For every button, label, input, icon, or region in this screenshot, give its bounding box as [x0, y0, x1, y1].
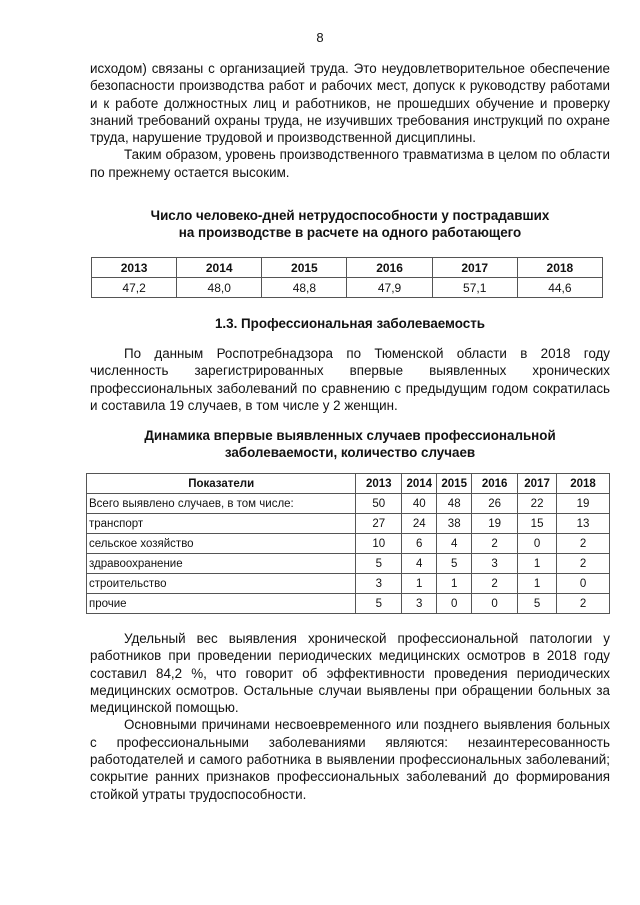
table1-value-row [92, 278, 603, 298]
table1-year: 2014 [177, 258, 262, 278]
paragraph-5: Основными причинами несвоевременного или позднего выявления больных с профессиональными заболеваниями являются: незаинтересованность работодателей и самого работника в выявлении профессиональных заболеваний; сокрытие ранних признаков профессиональных заболеваний до формирования стойкой утраты трудоспособности. [90, 717, 610, 802]
cell: 3 [402, 594, 437, 614]
cell: 0 [472, 594, 518, 614]
cell: 26 [472, 494, 518, 514]
row-label: прочие [87, 594, 356, 614]
table2-title-line2: заболеваемости, количество случаев [224, 445, 476, 460]
table2-title [90, 427, 610, 461]
row-label: здравоохранение [87, 554, 356, 574]
table1-year: 2016 [347, 258, 432, 278]
table1-value: 48,0 [177, 278, 262, 298]
table1-value: 57,1 [432, 278, 517, 298]
table1-title [90, 207, 610, 241]
cell: 22 [518, 494, 557, 514]
table1-year: 2017 [432, 258, 517, 278]
cell: 1 [518, 574, 557, 594]
table-row [87, 594, 610, 614]
cell: 10 [356, 534, 402, 554]
table-row [87, 534, 610, 554]
table1-value: 44,6 [517, 278, 602, 298]
cell: 19 [557, 494, 610, 514]
cell: 1 [402, 574, 437, 594]
table2-header-cell: Показатели [87, 474, 356, 494]
table1-value: 47,9 [347, 278, 432, 298]
closing-text [90, 630, 610, 803]
table2-header-row [87, 474, 610, 494]
table2-header-cell: 2017 [518, 474, 557, 494]
cell: 0 [437, 594, 472, 614]
paragraph-2: Таким образом, уровень производственного травматизма в целом по области по прежнему остается высоким. [90, 147, 610, 180]
cell: 0 [518, 534, 557, 554]
cell: 5 [356, 554, 402, 574]
cell: 5 [518, 594, 557, 614]
cell: 2 [472, 574, 518, 594]
cell: 50 [356, 494, 402, 514]
cell: 27 [356, 514, 402, 534]
table2-header-cell: 2014 [402, 474, 437, 494]
table1-value: 47,2 [92, 278, 177, 298]
cell: 13 [557, 514, 610, 534]
cell: 6 [402, 534, 437, 554]
table1-value: 48,8 [262, 278, 347, 298]
cell: 1 [437, 574, 472, 594]
table-row [87, 514, 610, 534]
section-heading: 1.3. Профессиональная заболеваемость [214, 316, 486, 331]
lost-days-table [91, 257, 603, 298]
cell: 5 [437, 554, 472, 574]
cell: 40 [402, 494, 437, 514]
table1-year: 2018 [517, 258, 602, 278]
table2-header-cell: 2013 [356, 474, 402, 494]
paragraph-4: Удельный вес выявления хронической профессиональной патологии у работников при проведении периодических медицинских осмотров в 2018 году составил 84,2 %, что говорит об эффективности проведения периодических медицинских осмотров. Остальные случаи выявлены при обращении больных за медицинской помощью. [90, 631, 610, 716]
cell: 1 [518, 554, 557, 574]
table2-header-cell: 2018 [557, 474, 610, 494]
cell: 4 [437, 534, 472, 554]
row-label: сельское хозяйство [87, 534, 356, 554]
cell: 2 [472, 534, 518, 554]
cell: 2 [557, 554, 610, 574]
cell: 2 [557, 534, 610, 554]
cell: 24 [402, 514, 437, 534]
occupational-disease-table [86, 473, 610, 614]
cell: 5 [356, 594, 402, 614]
page-number: 8 [316, 30, 324, 45]
cell: 3 [356, 574, 402, 594]
table1-year: 2015 [262, 258, 347, 278]
table2-title-line1: Динамика впервые выявленных случаев профессиональной [144, 428, 556, 443]
table1-title-line1: Число человеко-дней нетрудоспособности у пострадавших [150, 208, 550, 223]
cell: 3 [472, 554, 518, 574]
table1-year: 2013 [92, 258, 177, 278]
table2-header-cell: 2016 [472, 474, 518, 494]
cell: 15 [518, 514, 557, 534]
table-row [87, 574, 610, 594]
row-label: транспорт [87, 514, 356, 534]
cell: 2 [557, 594, 610, 614]
cell: 38 [437, 514, 472, 534]
cell: 0 [557, 574, 610, 594]
cell: 48 [437, 494, 472, 514]
row-label: строительство [87, 574, 356, 594]
table1-header-row [92, 258, 603, 278]
table1-title-line2: на производстве в расчете на одного работающего [178, 225, 522, 240]
section-text [90, 345, 610, 414]
table2-header-cell: 2015 [437, 474, 472, 494]
table-row [87, 554, 610, 574]
cell: 19 [472, 514, 518, 534]
intro-text [90, 60, 610, 181]
paragraph-3: По данным Роспотребнадзора по Тюменской области в 2018 году численность зарегистрированных впервые выявленных хронических профессиональных заболеваний по сравнению с предыдущим годом сократилась и составила 19 случаев, в том числе у 2 женщин. [90, 346, 610, 413]
paragraph-1: исходом) связаны с организацией труда. Это неудовлетворительное обеспечение безопасности производства работ и рабочих мест, допуск к руководству работами и к работе должностных лиц и работников, не прошедших обучение и проверку знаний требований охраны труда, не изучивших требования инструкций по охране труда, нарушение трудовой и производственной дисциплины. [90, 61, 610, 146]
table-row [87, 494, 610, 514]
row-label: Всего выявлено случаев, в том числе: [87, 494, 356, 514]
cell: 4 [402, 554, 437, 574]
